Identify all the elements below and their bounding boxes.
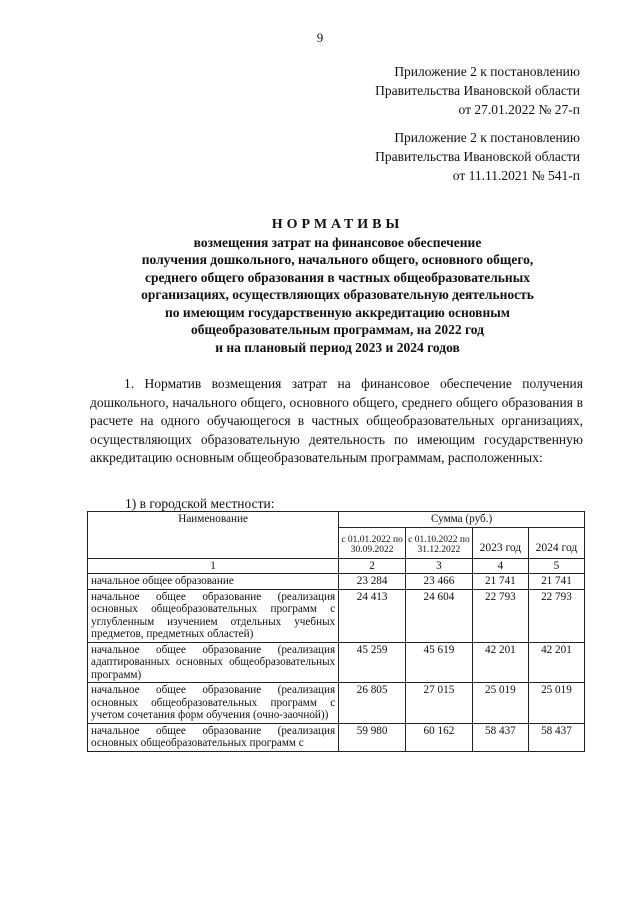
row-value: 27 015	[406, 683, 473, 724]
row-value: 42 201	[528, 642, 584, 683]
row-value: 23 284	[339, 574, 406, 590]
row-value: 22 793	[472, 589, 528, 642]
header-period-2: с 01.10.2022 по 31.12.2022	[406, 527, 473, 558]
index-cell: 1	[88, 558, 339, 574]
row-name: начальное общее образование (реализация основных общеобразовательных программ с	[88, 723, 339, 751]
row-value: 59 980	[339, 723, 406, 751]
table-row	[88, 683, 585, 724]
row-value: 23 466	[406, 574, 473, 590]
attachment-note-2	[375, 128, 580, 185]
row-value: 25 019	[528, 683, 584, 724]
title-line: и на плановый период 2023 и 2024 годов	[215, 339, 460, 355]
attachment-line: от 27.01.2022 № 27-п	[458, 102, 580, 117]
row-name: начальное общее образование (реализация адаптированных основных общеобразовательных программ)	[88, 642, 339, 683]
table-row	[88, 642, 585, 683]
index-cell: 4	[472, 558, 528, 574]
header-name: Наименование	[88, 512, 339, 559]
header-year-2023: 2023 год	[472, 527, 528, 558]
attachment-line: Правительства Ивановской области	[375, 83, 580, 98]
row-name: начальное общее образование (реализация основных общеобразовательных программ с углубленным изучением отдельных учебных предметов, предметных областей)	[88, 589, 339, 642]
attachment-line: Приложение 2 к постановлению	[394, 64, 580, 79]
row-value: 26 805	[339, 683, 406, 724]
page-number: 9	[316, 30, 324, 45]
title-line: общеобразовательным программам, на 2022 год	[190, 322, 484, 337]
attachment-line: Правительства Ивановской области	[375, 149, 580, 164]
header-sum: Сумма (руб.)	[339, 512, 585, 528]
row-value: 24 604	[406, 589, 473, 642]
table-index-row	[88, 558, 585, 574]
row-value: 45 259	[339, 642, 406, 683]
index-cell: 3	[406, 558, 473, 574]
row-value: 21 741	[528, 574, 584, 590]
title-line: организациях, осуществляющих образовательную деятельность	[141, 287, 534, 302]
row-value: 21 741	[472, 574, 528, 590]
row-value: 58 437	[472, 723, 528, 751]
row-name: начальное общее образование	[88, 574, 339, 590]
table-header-row	[88, 512, 585, 528]
body-paragraph: 1. Норматив возмещения затрат на финансовое обеспечение получения дошкольного, начального общего, основного общего, среднего общего образования в расчете на одного обучающегося в частных общеобразовательных организациях, осуществляющих образовательную деятельность по имеющим государственную аккредитацию основным общеобразовательным программам, расположенных:	[90, 376, 583, 465]
index-cell: 2	[339, 558, 406, 574]
header-period-1: с 01.01.2022 по 30.09.2022	[339, 527, 406, 558]
attachment-line: Приложение 2 к постановлению	[394, 130, 580, 145]
attachment-note-1	[375, 62, 580, 119]
row-value: 25 019	[472, 683, 528, 724]
header-year-2024: 2024 год	[528, 527, 584, 558]
table-row	[88, 574, 585, 590]
title-main: НОРМАТИВЫ	[271, 217, 404, 232]
row-value: 42 201	[472, 642, 528, 683]
row-name: начальное общее образование (реализация основных общеобразовательных программ с учетом сочетания форм обучения (очно-заочной))	[88, 683, 339, 724]
table-row	[88, 723, 585, 751]
row-value: 60 162	[406, 723, 473, 751]
subheading: 1) в городской местности:	[125, 496, 275, 511]
title-line: возмещения затрат на финансовое обеспечение	[193, 234, 482, 250]
row-value: 22 793	[528, 589, 584, 642]
attachment-line: от 11.11.2021 № 541-п	[452, 168, 580, 183]
row-value: 24 413	[339, 589, 406, 642]
index-cell: 5	[528, 558, 584, 574]
norms-table	[87, 511, 585, 752]
row-value: 58 437	[528, 723, 584, 751]
document-title	[90, 216, 585, 356]
table-row	[88, 589, 585, 642]
title-line: получения дошкольного, начального общего, основного общего,	[141, 252, 534, 267]
title-line: среднего общего образования в частных общеобразовательных	[144, 269, 531, 285]
row-value: 45 619	[406, 642, 473, 683]
title-line: по имеющим государственную аккредитацию основным	[165, 304, 510, 320]
